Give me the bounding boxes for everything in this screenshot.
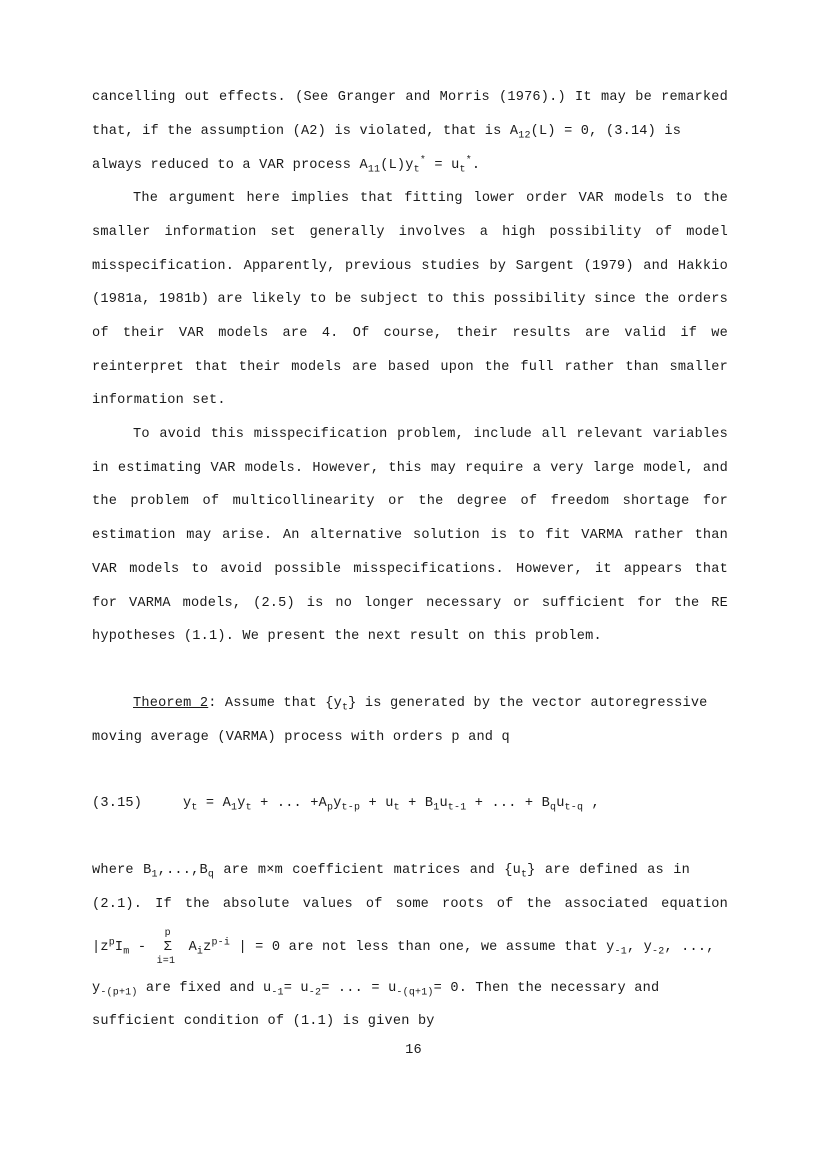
text-line: $|z^pI_m$ - p Σ i=1 $A_iz^{p-i}$ | = 0 are not less than one, we assume that $y_{-1}$, $y_{-2}$, ..., — [92, 928, 715, 967]
text-line: reinterpret that their models are based upon the full rather than smaller — [92, 360, 728, 375]
text-line: of their VAR models are 4. Of course, their results are valid if we — [92, 326, 728, 341]
text-line: information set. — [92, 393, 226, 408]
text-line: in estimating VAR models. However, this may require a very large model, and — [92, 461, 728, 476]
text-line: misspecification. Apparently, previous studies by Sargent (1979) and Hakkio — [92, 259, 728, 274]
theorem-title: Theorem 2 — [133, 696, 209, 711]
text-line: the problem of multicollinearity or the degree of freedom shortage for — [92, 494, 728, 509]
text-line: The argument here implies that fitting lower order VAR models to the — [133, 191, 728, 206]
text-line: (1981a, 1981b) are likely to be subject to this possibility since the orders — [92, 292, 728, 307]
text-line: estimation may arise. An alternative solution is to fit VARMA rather than — [92, 528, 728, 543]
text-line: that, if the assumption (A2) is violated, that is $A_{12}(L) = 0$, (3.14) is — [92, 124, 682, 142]
text-line: sufficient condition of (1.1) is given by — [92, 1014, 435, 1029]
text-line: hypotheses (1.1). We present the next result on this problem. — [92, 629, 602, 644]
text-line: always reduced to a VAR process $A_{11}(L)y_t^* = u_t^*$. — [92, 155, 481, 176]
text-line: VAR models to avoid possible misspecifications. However, it appears that — [92, 562, 728, 577]
summation: p Σ i=1 — [156, 928, 176, 967]
text-line: (2.1). If the absolute values of some roots of the associated equation — [92, 897, 728, 912]
text-line: for VARMA models, (2.5) is no longer necessary or sufficient for the RE — [92, 596, 728, 611]
page-number: 16 — [405, 1043, 422, 1058]
equation-label: (3.15) — [92, 796, 143, 811]
text-line: $y_{-(p+1)}$ are fixed and $u_{-1}= u_{-2}=$ ... = $u_{-(q+1)}= 0$. Then the necessary and — [92, 981, 660, 999]
text-line: where $B_1,...,B_q$ are m×m coefficient matrices and $\{u_t\}$ are defined as in — [92, 863, 690, 881]
equation: $y_t = A_1y_t$ + ... $+A_py_{t-p} + u_t + B_1u_{t-1}$ + ... + $B_qu_{t-q}$ , — [183, 796, 600, 814]
text-line: To avoid this misspecification problem, include all relevant variables — [133, 427, 728, 442]
text-line: smaller information set generally involves a high possibility of model — [92, 225, 728, 240]
text-line: cancelling out effects. (See Granger and Morris (1976).) It may be remarked — [92, 90, 728, 105]
theorem-line: Theorem 2: Assume that $\{y_t\}$ is generated by the vector autoregressive — [133, 696, 708, 714]
text-line: moving average (VARMA) process with orders p and q — [92, 730, 510, 745]
